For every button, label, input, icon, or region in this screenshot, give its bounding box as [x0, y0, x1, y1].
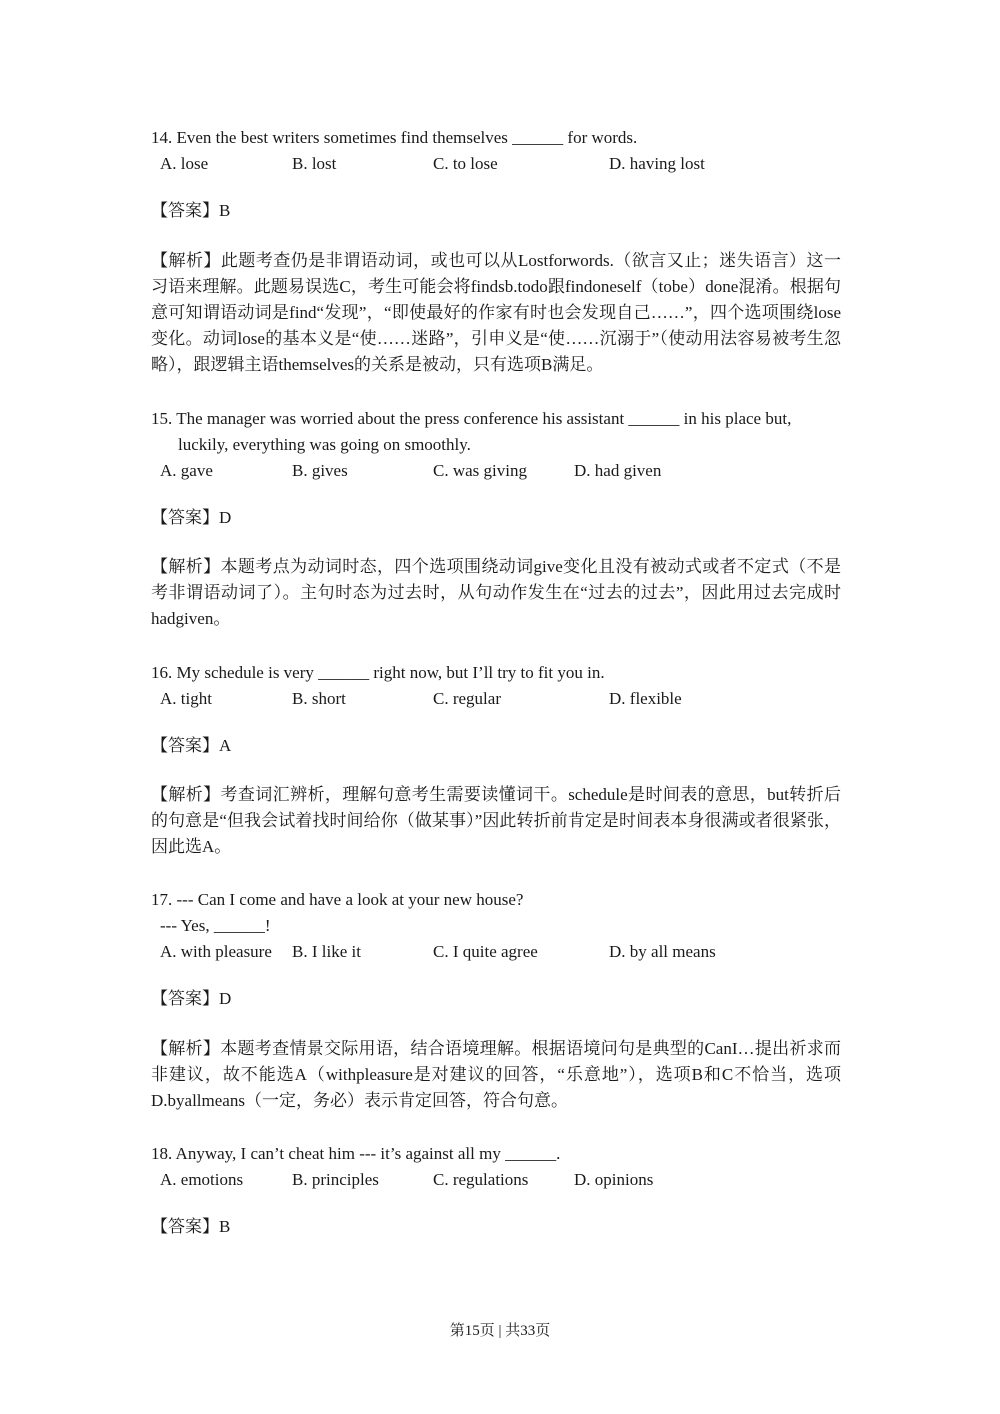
q17-stem-line1: 17. --- Can I come and have a look at your new house? — [151, 890, 524, 909]
q15-stem-line1: 15. The manager was worried about the press conference his assistant ______ in his place but, — [151, 409, 792, 428]
q14-answer: 【答案】B — [151, 201, 231, 220]
q15-option-c: C. was giving — [433, 461, 527, 480]
q17-option-c: C. I quite agree — [433, 942, 538, 961]
q18-option-b: B. principles — [292, 1170, 379, 1189]
page-number-footer: 第15页 | 共33页 — [449, 1323, 551, 1339]
q16-stem: 16. My schedule is very ______ right now, but I’ll try to fit you in. — [151, 663, 605, 682]
q18-option-a: A. emotions — [160, 1170, 244, 1189]
q16-option-c: C. regular — [433, 689, 501, 708]
q17-answer: 【答案】D — [151, 989, 232, 1008]
q14-option-b: B. lost — [292, 154, 337, 173]
q15-option-b: B. gives — [292, 461, 348, 480]
q17-option-d: D. by all means — [609, 942, 716, 961]
q17-stem-line2: --- Yes, ______! — [160, 916, 271, 935]
q17-analysis: 【解析】本题考查情景交际用语，结合语境理解。根据语境问句是典型的CanI…提出祈求而非建议，故不能选A（withpleasure是对建议的回答，“乐意地”），选项B和C不恰当，选项D.byallmeans（一定，务必）表示肯定回答，符合句意。 — [151, 1039, 841, 1110]
q15-answer: 【答案】D — [151, 508, 232, 527]
q14-option-d: D. having lost — [609, 154, 705, 173]
q18-answer: 【答案】B — [151, 1217, 231, 1236]
q16-option-a: A. tight — [160, 689, 212, 708]
q15-stem-line2: luckily, everything was going on smoothly. — [178, 435, 471, 454]
q18-option-c: C. regulations — [433, 1170, 529, 1189]
q17-option-a: A. with pleasure — [160, 942, 272, 961]
q14-option-a: A. lose — [160, 154, 209, 173]
q14-option-c: C. to lose — [433, 154, 498, 173]
q18-option-d: D. opinions — [574, 1170, 654, 1189]
q16-option-b: B. short — [292, 689, 346, 708]
q16-option-d: D. flexible — [609, 689, 682, 708]
q14-stem: 14. Even the best writers sometimes find themselves ______ for words. — [151, 128, 638, 147]
q15-analysis: 【解析】本题考点为动词时态，四个选项围绕动词give变化且没有被动式或者不定式（不是考非谓语动词了）。主句时态为过去时，从句动作发生在“过去的过去”，因此用过去完成时hadgiven。 — [151, 557, 841, 628]
q14-analysis: 【解析】此题考查仍是非谓语动词，或也可以从Lostforwords.（欲言又止；迷失语言）这一习语来理解。此题易误选C，考生可能会将findsb.todo跟findoneself（tobe）done混淆。根据句意可知谓语动词是find“发现”，“即使最好的作家有时也会发现自己……”，四个选项围绕lose变化。动词lose的基本义是“使……迷路”，引申义是“使……沉溺于”（使动用法容易被考生忽略），跟逻辑主语themselves的关系是被动，只有选项B满足。 — [151, 251, 841, 374]
q15-option-a: A. gave — [160, 461, 213, 480]
q16-analysis: 【解析】考查词汇辨析，理解句意考生需要读懂词干。schedule是时间表的意思，but转折后的句意是“但我会试着找时间给你（做某事）”因此转折前肯定是时间表本身很满或者很紧张，因此选A。 — [151, 785, 841, 856]
q15-option-d: D. had given — [574, 461, 662, 480]
q16-answer: 【答案】A — [151, 736, 232, 755]
q18-stem: 18. Anyway, I can’t cheat him --- it’s against all my ______. — [151, 1144, 561, 1163]
q17-option-b: B. I like it — [292, 942, 361, 961]
